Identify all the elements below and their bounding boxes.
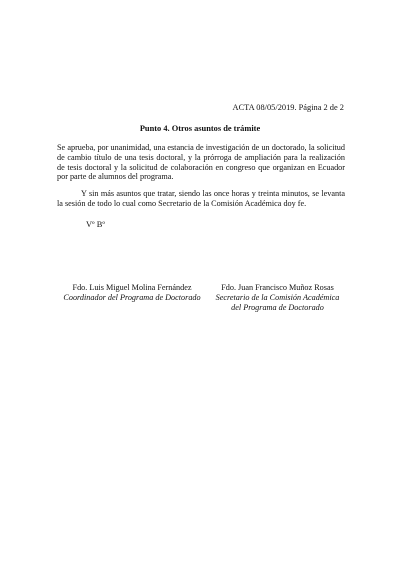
section-title: Punto 4. Otros asuntos de trámite bbox=[139, 124, 261, 133]
paragraph-approval: Se aprueba, por unanimidad, una estancia de investigación de un doctorado, la solicitud de cambio título de una tesis doctoral, y la prórroga de ampliación para la realización de tesis doctoral y la solicitud de colaboración en congreso que organizan en Ecuador por parte de alumnos del programa. bbox=[57, 143, 345, 182]
signature-name: Fdo. Luis Miguel Molina Fernández bbox=[72, 283, 192, 292]
page-reference: ACTA 08/05/2019. Página 2 de 2 bbox=[232, 103, 344, 112]
signature-coordinator bbox=[57, 283, 207, 303]
signature-name: Fdo. Juan Francisco Muñoz Rosas bbox=[221, 283, 334, 292]
approval-mark: Vº Bº bbox=[86, 220, 105, 229]
signature-role: del Programa de Doctorado bbox=[231, 302, 324, 312]
signature-secretary bbox=[210, 283, 345, 312]
signature-role: Coordinador del Programa de Doctorado bbox=[63, 292, 201, 302]
paragraph-closing: Y sin más asuntos que tratar, siendo las once horas y treinta minutos, se levanta la sesión de todo lo cual como Secretario de la Comisión Académica doy fe. bbox=[57, 189, 345, 208]
signature-role: Secretario de la Comisión Académica bbox=[215, 292, 340, 302]
